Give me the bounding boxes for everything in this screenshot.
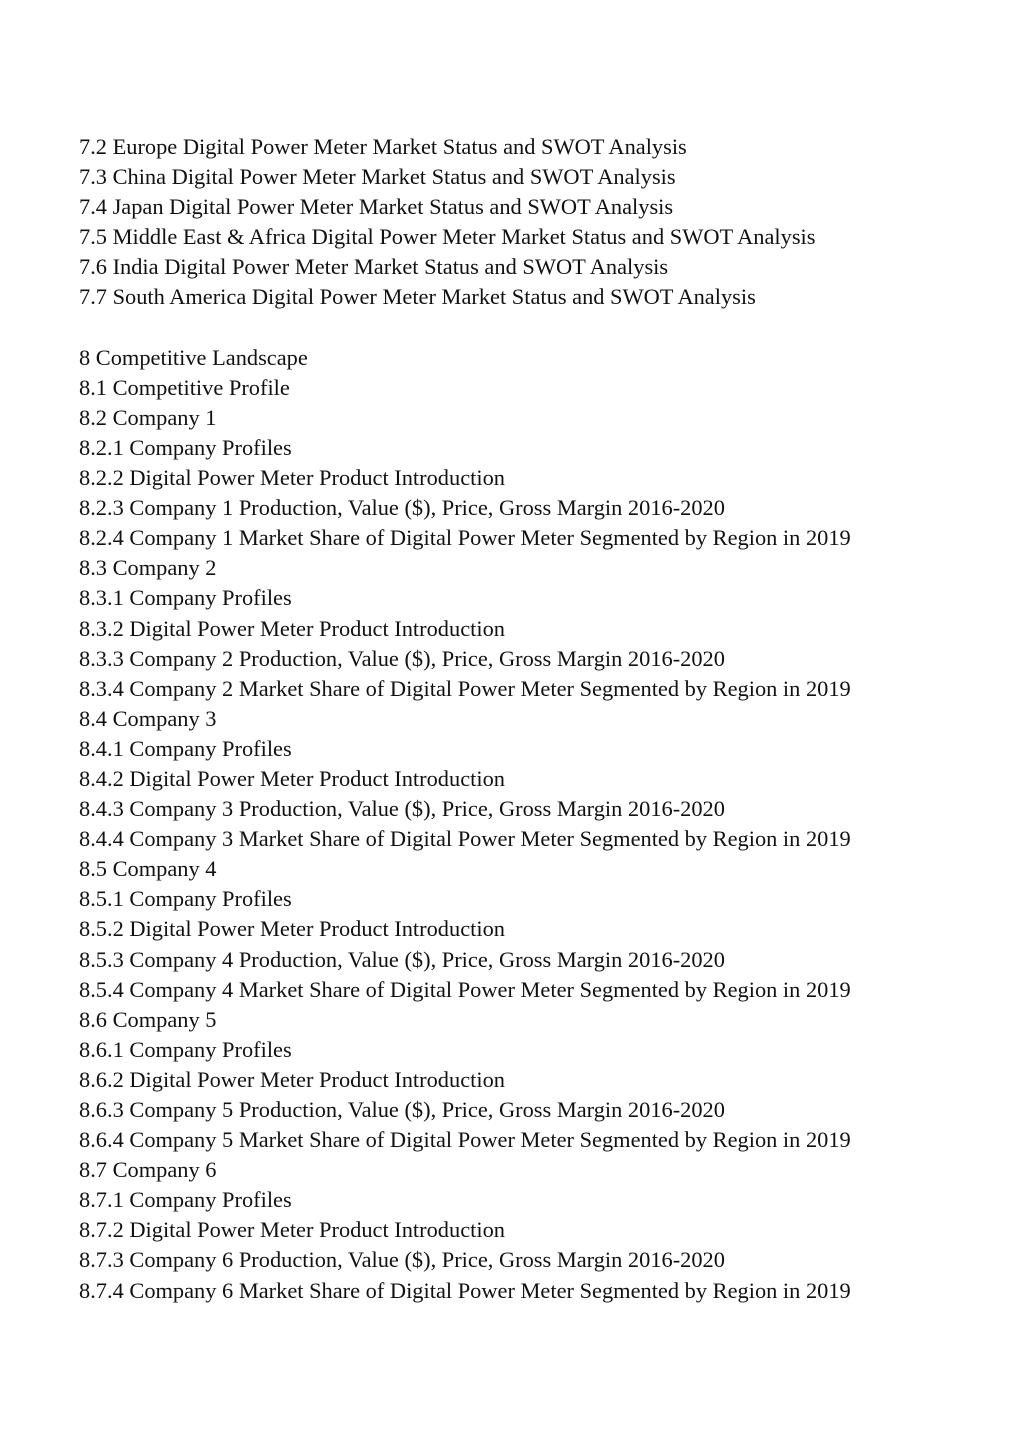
toc-entry: 7.2 Europe Digital Power Meter Market Status and SWOT Analysis	[79, 134, 687, 159]
toc-section-8	[79, 343, 999, 1306]
toc-entry: 8.6.3 Company 5 Production, Value ($), Price, Gross Margin 2016-2020	[79, 1097, 725, 1122]
toc-heading: 8 Competitive Landscape	[79, 344, 308, 370]
toc-entry: 8.4.3 Company 3 Production, Value ($), Price, Gross Margin 2016-2020	[79, 796, 725, 822]
toc-entry: 7.7 South America Digital Power Meter Market Status and SWOT Analysis	[79, 284, 756, 310]
toc-entry: 8.3.2 Digital Power Meter Product Introduction	[79, 615, 505, 641]
section-spacer	[79, 313, 999, 343]
toc-entry: 8.3.1 Company Profiles	[79, 585, 292, 611]
toc-entry: 8.3.3 Company 2 Production, Value ($), Price, Gross Margin 2016-2020	[79, 645, 725, 671]
toc-entry: 8.3 Company 2	[79, 555, 217, 581]
toc-entry: 8.4.1 Company Profiles	[79, 735, 292, 761]
toc-entry: 8.7 Company 6	[79, 1157, 217, 1183]
toc-entry: 8.7.4 Company 6 Market Share of Digital Power Meter Segmented by Region in 2019	[79, 1277, 851, 1303]
toc-entry: 8.3.4 Company 2 Market Share of Digital Power Meter Segmented by Region in 2019	[79, 675, 851, 701]
toc-entry: 8.6 Company 5	[79, 1006, 217, 1032]
toc-section-7	[79, 132, 999, 313]
toc-entry: 8.6.2 Digital Power Meter Product Introduction	[79, 1066, 505, 1092]
toc-entry: 8.5.1 Company Profiles	[79, 886, 292, 912]
toc-entry: 8.1 Competitive Profile	[79, 374, 290, 400]
toc-entry: 8.5.2 Digital Power Meter Product Introduction	[79, 916, 505, 942]
toc-entry: 7.3 China Digital Power Meter Market Status and SWOT Analysis	[79, 164, 676, 190]
toc-entry: 7.6 India Digital Power Meter Market Status and SWOT Analysis	[79, 254, 669, 280]
toc-entry: 8.5.3 Company 4 Production, Value ($), Price, Gross Margin 2016-2020	[79, 946, 725, 972]
toc-entry: 8.7.2 Digital Power Meter Product Introduction	[79, 1217, 505, 1243]
toc-entry: 8.7.1 Company Profiles	[79, 1187, 292, 1213]
toc-entry: 8.5.4 Company 4 Market Share of Digital Power Meter Segmented by Region in 2019	[79, 976, 851, 1002]
toc-entry: 8.2.4 Company 1 Market Share of Digital Power Meter Segmented by Region in 2019	[79, 525, 851, 551]
toc-entry: 8.6.1 Company Profiles	[79, 1036, 292, 1062]
toc-entry: 8.2.3 Company 1 Production, Value ($), Price, Gross Margin 2016-2020	[79, 495, 725, 521]
toc-entry: 8.2 Company 1	[79, 404, 217, 430]
toc-entry: 8.4.4 Company 3 Market Share of Digital Power Meter Segmented by Region in 2019	[79, 826, 851, 852]
toc-entry: 8.7.3 Company 6 Production, Value ($), Price, Gross Margin 2016-2020	[79, 1247, 725, 1273]
toc-entry: 8.2.1 Company Profiles	[79, 434, 292, 460]
toc-entry: 8.4.2 Digital Power Meter Product Introduction	[79, 765, 505, 791]
toc-entry: 7.4 Japan Digital Power Meter Market Status and SWOT Analysis	[79, 194, 674, 220]
toc-entry: 8.2.2 Digital Power Meter Product Introduction	[79, 465, 505, 491]
document-page	[79, 132, 999, 1306]
toc-entry: 8.6.4 Company 5 Market Share of Digital Power Meter Segmented by Region in 2019	[79, 1127, 851, 1153]
toc-entry: 7.5 Middle East & Africa Digital Power Meter Market Status and SWOT Analysis	[79, 224, 816, 250]
toc-entry: 8.4 Company 3	[79, 705, 217, 731]
toc-entry: 8.5 Company 4	[79, 856, 217, 882]
